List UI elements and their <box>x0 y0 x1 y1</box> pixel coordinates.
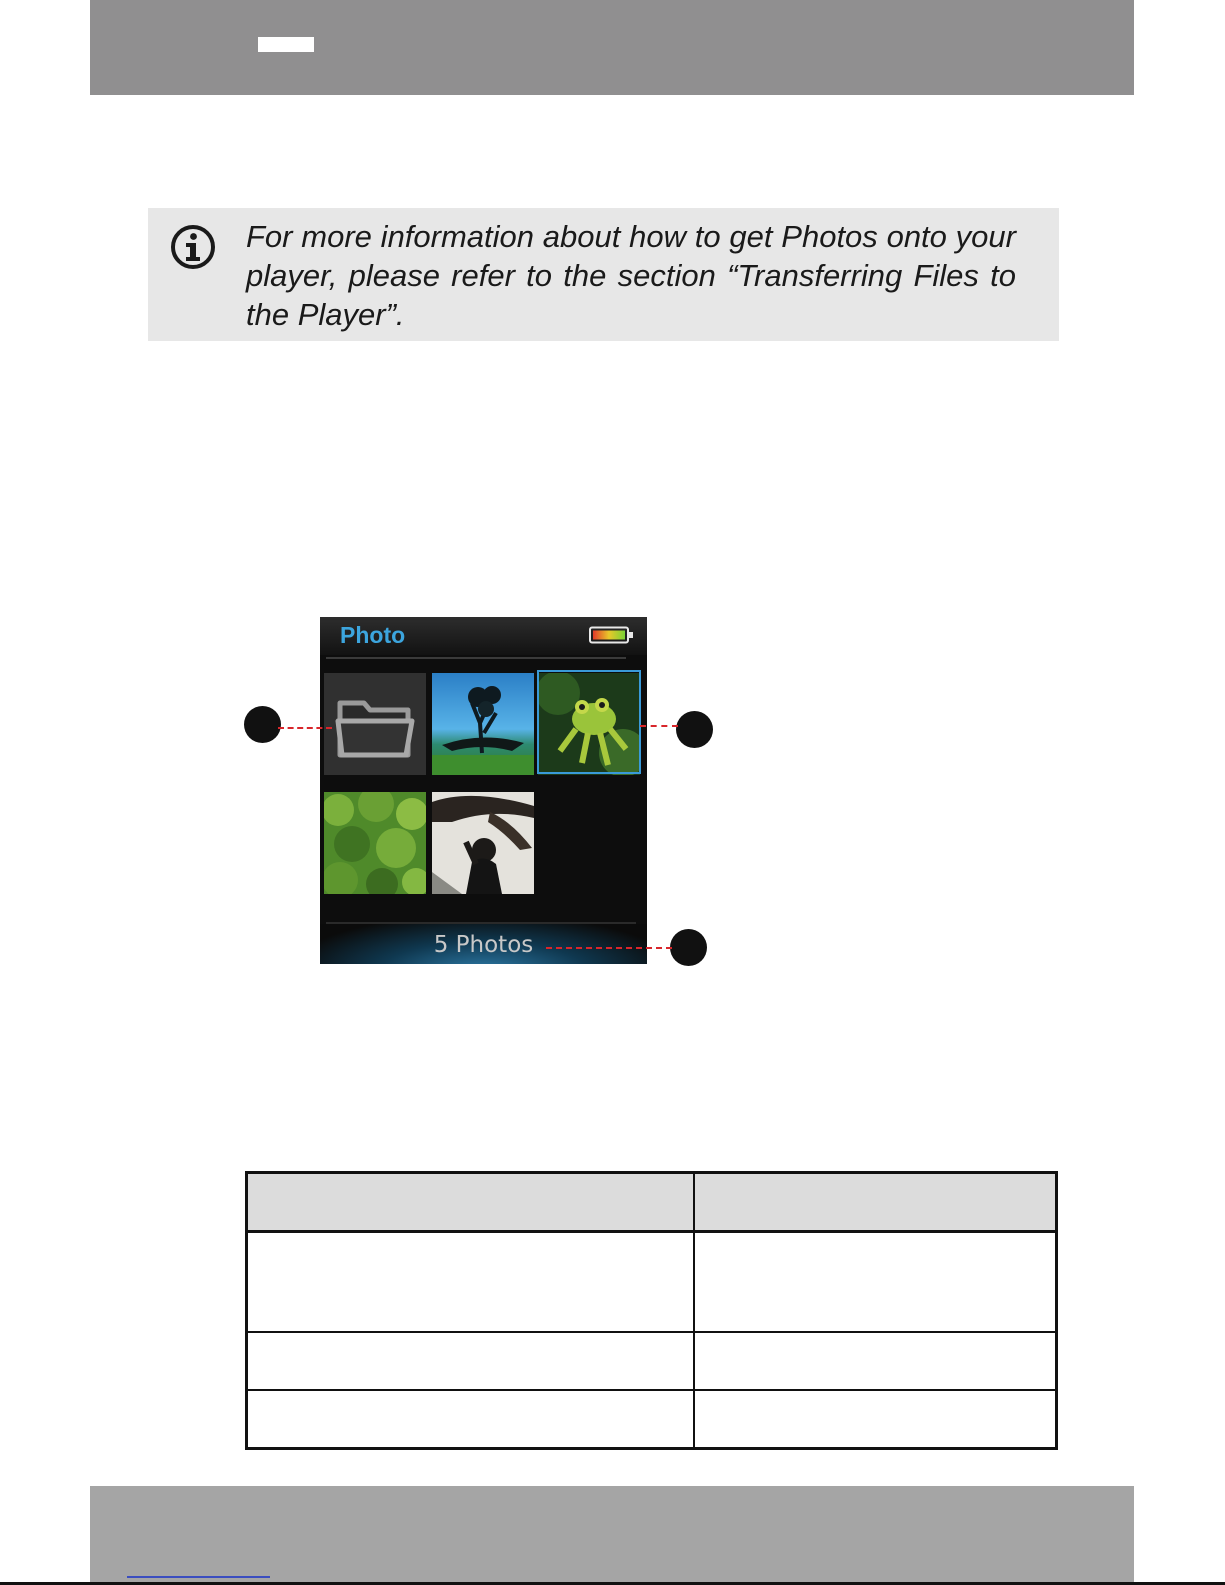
screen-title: Photo <box>340 622 406 648</box>
table-header-row <box>247 1173 1057 1232</box>
selection-highlight <box>537 670 641 774</box>
table-cell <box>694 1332 1057 1390</box>
table-header-cell <box>247 1173 695 1232</box>
table-header-cell <box>694 1173 1057 1232</box>
callout-leader-2 <box>640 725 678 727</box>
folder-icon <box>324 673 426 775</box>
page-header-bar <box>90 0 1134 95</box>
page-footer-bar <box>90 1486 1134 1585</box>
screen-header <box>320 617 647 655</box>
page-tab-marker <box>258 37 314 52</box>
callout-marker-1 <box>244 706 281 743</box>
table-cell <box>247 1232 695 1333</box>
table-row <box>247 1332 1057 1390</box>
callout-leader-3 <box>546 947 672 949</box>
photo-thumbnail-tree[interactable] <box>432 673 534 775</box>
callout-marker-2 <box>676 711 713 748</box>
table-row <box>247 1232 1057 1333</box>
callout-marker-3 <box>670 929 707 966</box>
battery-icon <box>589 626 635 644</box>
callout-key-table <box>245 1171 1058 1450</box>
footer-link[interactable] <box>127 1576 270 1578</box>
header-divider <box>326 657 626 659</box>
callout-leader-1 <box>278 727 332 729</box>
table-cell <box>247 1390 695 1449</box>
table-cell <box>694 1390 1057 1449</box>
table-cell <box>694 1232 1057 1333</box>
photo-count-status: 5 Photos <box>433 932 534 958</box>
photo-thumbnail-falconer[interactable] <box>432 792 534 894</box>
table-cell <box>247 1332 695 1390</box>
info-note <box>148 208 1059 341</box>
device-photo-screen <box>320 617 647 964</box>
info-note-text: For more information about how to get Photos onto your player, please refer to the section “Transferring Files to the Player”. <box>246 219 1016 332</box>
table-row <box>247 1390 1057 1449</box>
photo-thumbnail-moss[interactable] <box>324 792 426 894</box>
folder-thumbnail[interactable] <box>324 673 426 775</box>
info-icon <box>170 224 216 270</box>
screen-footer <box>320 924 647 964</box>
